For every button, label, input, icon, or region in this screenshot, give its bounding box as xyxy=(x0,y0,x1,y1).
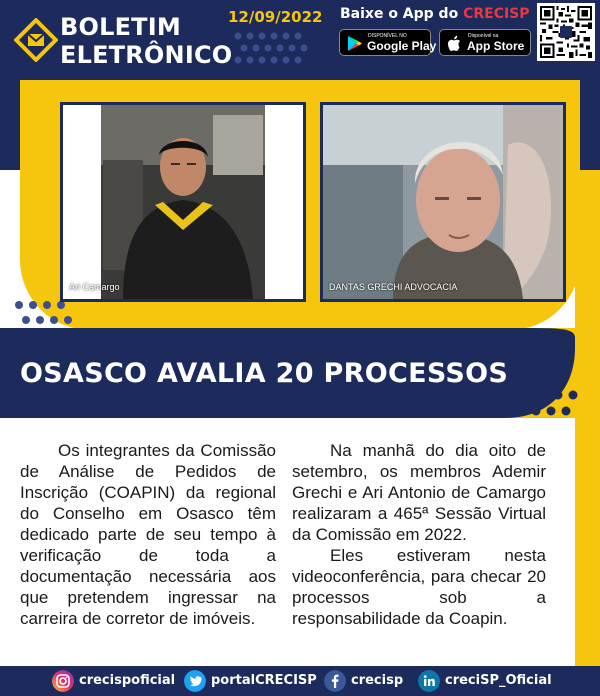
app-download-title: Baixe o App do CRECISP xyxy=(340,6,530,22)
article-column-left xyxy=(20,440,276,629)
photo-dantas-grechi xyxy=(320,102,566,302)
qr-code-icon xyxy=(540,6,592,58)
instagram-link[interactable] xyxy=(52,670,176,692)
app-store-button[interactable] xyxy=(439,29,531,56)
article-column-right xyxy=(292,440,546,629)
linkedin-link[interactable] xyxy=(418,670,552,692)
twitter-icon xyxy=(184,670,206,692)
decor-dots-left xyxy=(14,300,86,330)
app-store-label: App Store xyxy=(467,39,525,53)
facebook-handle: crecisp xyxy=(351,673,404,688)
twitter-link[interactable] xyxy=(184,670,317,692)
article-paragraph: Os integrantes da Comissão de Análise de Pedidos de Inscrição (COAPIN) da regional do Conselho em Osasco têm dedicado parte de seu tempo à verificação de toda a documentação necessária aos que pretendem ingressar na carreira de corretor de imóveis. xyxy=(20,441,276,628)
boletim-logo xyxy=(14,10,233,72)
qr-code[interactable] xyxy=(537,3,595,61)
logo-diamond-icon xyxy=(14,18,58,62)
google-play-small: DISPONÍVEL NO xyxy=(368,33,407,39)
photo-ari-camargo xyxy=(60,102,306,302)
logo-title-line1: BOLETIM xyxy=(60,13,181,41)
decor-dots-header xyxy=(234,32,330,74)
decor-dots-right xyxy=(516,390,584,420)
photo-right-caption: DANTAS GRECHI ADVOCACIA xyxy=(329,282,458,292)
apple-icon xyxy=(447,35,461,52)
person-video-still xyxy=(63,105,303,299)
instagram-handle: crecispoficial xyxy=(79,673,176,688)
facebook-icon xyxy=(324,670,346,692)
article-paragraph: Eles estiveram nesta videoconferência, para checar 20 processos sob a responsabilidade da Coapin. xyxy=(292,546,546,628)
instagram-icon xyxy=(52,670,74,692)
google-play-button[interactable] xyxy=(339,29,437,56)
person-video-still-2 xyxy=(323,105,563,299)
facebook-link[interactable] xyxy=(324,670,404,692)
logo-title-line2: ELETRÔNICO xyxy=(60,41,233,69)
crecisp-brand: CRECISP xyxy=(463,6,530,22)
photo-left-caption: Ari Camargo xyxy=(69,282,120,292)
linkedin-icon xyxy=(418,670,440,692)
headline: OSASCO AVALIA 20 PROCESSOS xyxy=(20,358,509,389)
google-play-label: Google Play xyxy=(367,39,437,53)
google-play-icon xyxy=(347,35,363,52)
linkedin-handle: creciSP_Oficial xyxy=(445,673,552,688)
twitter-handle: portalCRECISP xyxy=(211,673,317,688)
app-store-small: Disponível na xyxy=(468,33,499,39)
issue-date: 12/09/2022 xyxy=(228,8,323,26)
article-paragraph: Na manhã do dia oito de setembro, os membros Ademir Grechi e Ari Antonio de Camargo realizaram a 465ª Sessão Virtual da Comissão em 2022. xyxy=(292,441,546,544)
